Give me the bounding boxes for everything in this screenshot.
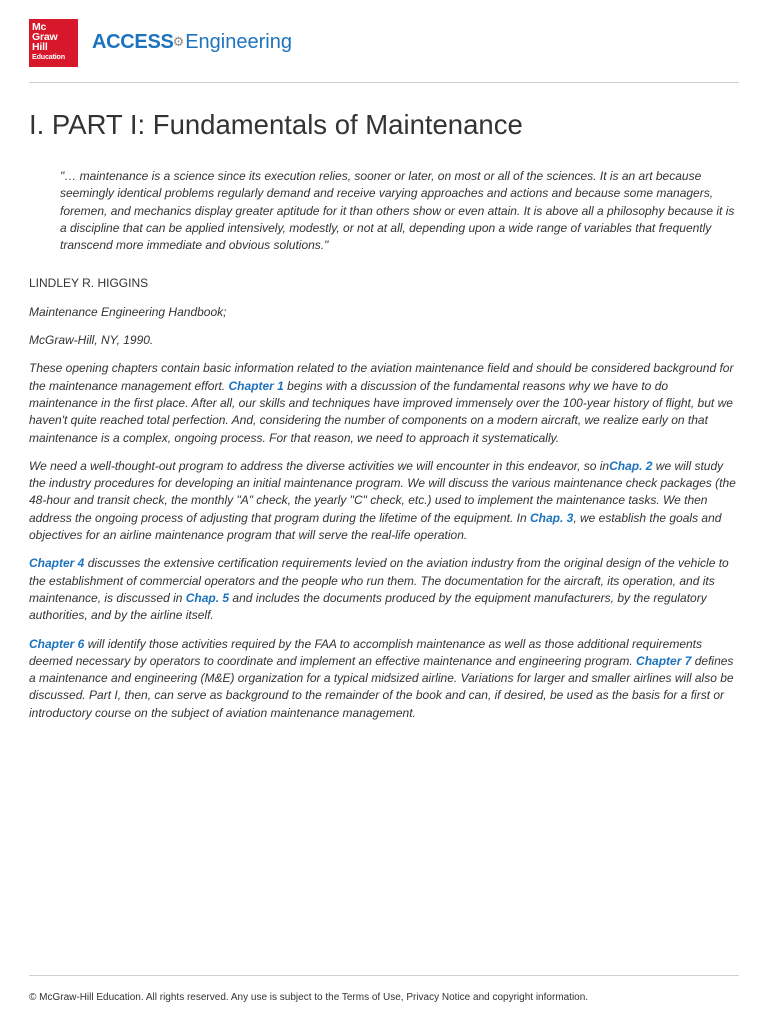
paragraph-organization: Chapter 6 will identify those activities required by the FAA to accomplish maintenance as well as those additional requirements deemed necessary by operators to coordinate and implement an effective maintenance and engineering program. Chapter 7 defines a maintenance and engineering (M&E) organization for a typical midsized airline. Variations for larger and smaller airlines will also be discussed. Part I, then, can serve as background to the remainder of the book and can, if desired, be used as the basis for a first or introductory course on the subject of aviation maintenance management. [29,636,734,720]
footer-divider [29,975,739,976]
logo-line-graw: Graw [32,31,58,43]
page-title: I. PART I: Fundamentals of Maintenance [29,109,523,140]
site-header [29,19,739,67]
epigraph-quote: "… maintenance is a science since its execution relies, sooner or later, on most or all of the sciences. It is an art because seemingly identical problems regularly demand and receive varying approaches and actions and because some managers, foremen, and mechanics display greater aptitude for it than others show or even attain. It is above all a philosophy because it is a discipline that can be applied intensively, modestly, or not at all, depending upon a wide range of variables that frequently transcend more immediate and obvious solutions." [60,169,735,253]
paragraph-program: We need a well-thought-out program to address the diverse activities we will encounter in this endeavor, so inChap. 2 we will study the industry procedures for developing an initial maintenance program. We will discuss the various maintenance check packages (the 48-hour and transit check, the monthly "A" check, the yearly "C" check, etc.) used to implement the maintenance tasks. We then address the ongoing process of adjusting that program during the lifetime of the equipment. In Chap. 3, we establish the goals and objectives for an airline maintenance program that will serve the real-life operation. [29,458,736,543]
logo-line-education: Education [32,52,65,61]
brand-engineering-text: Engineering [185,31,292,53]
link-chapter-6[interactable]: Chapter 6 [29,636,85,651]
citation-book: Maintenance Engineering Handbook; [29,304,227,319]
citation-publisher: McGraw-Hill, NY, 1990. [29,333,154,348]
logo-line-hill: Hill [32,41,48,53]
link-chapter-4[interactable]: Chapter 4 [29,556,85,571]
link-chap-5[interactable]: Chap. 5 [185,590,230,605]
copyright-footer: © McGraw-Hill Education. All rights reserved. Any use is subject to the Terms of Use, Privacy Notice and copyright information. [29,992,589,1003]
logo-line-mc: Mc [32,21,47,33]
access-engineering-logo[interactable] [92,29,292,57]
paragraph-intro: These opening chapters contain basic information related to the aviation maintenance field and should be considered background for the maintenance management effort. Chapter 1 begins with a discussion of the fundamental reasons why we have to do maintenance in the first place. After all, our skills and techniques have improved immensely over the 100-year history of flight, but we haven't quite reached total perfection. And, considering the number of components on a modern aircraft, we realize early on that maintenance is a complex, ongoing process. For that reason, we need to approach it systematically. [29,361,734,445]
gear-icon: ⚙ [172,34,185,49]
citation-author: LINDLEY R. HIGGINS [29,276,149,291]
brand-access-text: ACCESS [92,31,174,53]
link-chap-2[interactable]: Chap. 2 [609,458,653,473]
link-chapter-1[interactable]: Chapter 1 [228,378,284,393]
header-divider [29,82,739,83]
link-chapter-7[interactable]: Chapter 7 [636,653,692,668]
mcgraw-hill-logo[interactable] [29,19,78,67]
link-chap-3[interactable]: Chap. 3 [529,510,574,525]
article-body [29,168,739,733]
paragraph-certification: Chapter 4 discusses the extensive certification requirements levied on the aviation industry from the original design of the vehicle to the establishment of commercial operators and the people who run them. The documentation for the aircraft, its operation, and its maintenance, is discussed in Chap. 5 and includes the documents produced by the equipment manufacturers, by the regulatory authorities, and by the airline itself. [29,556,729,623]
